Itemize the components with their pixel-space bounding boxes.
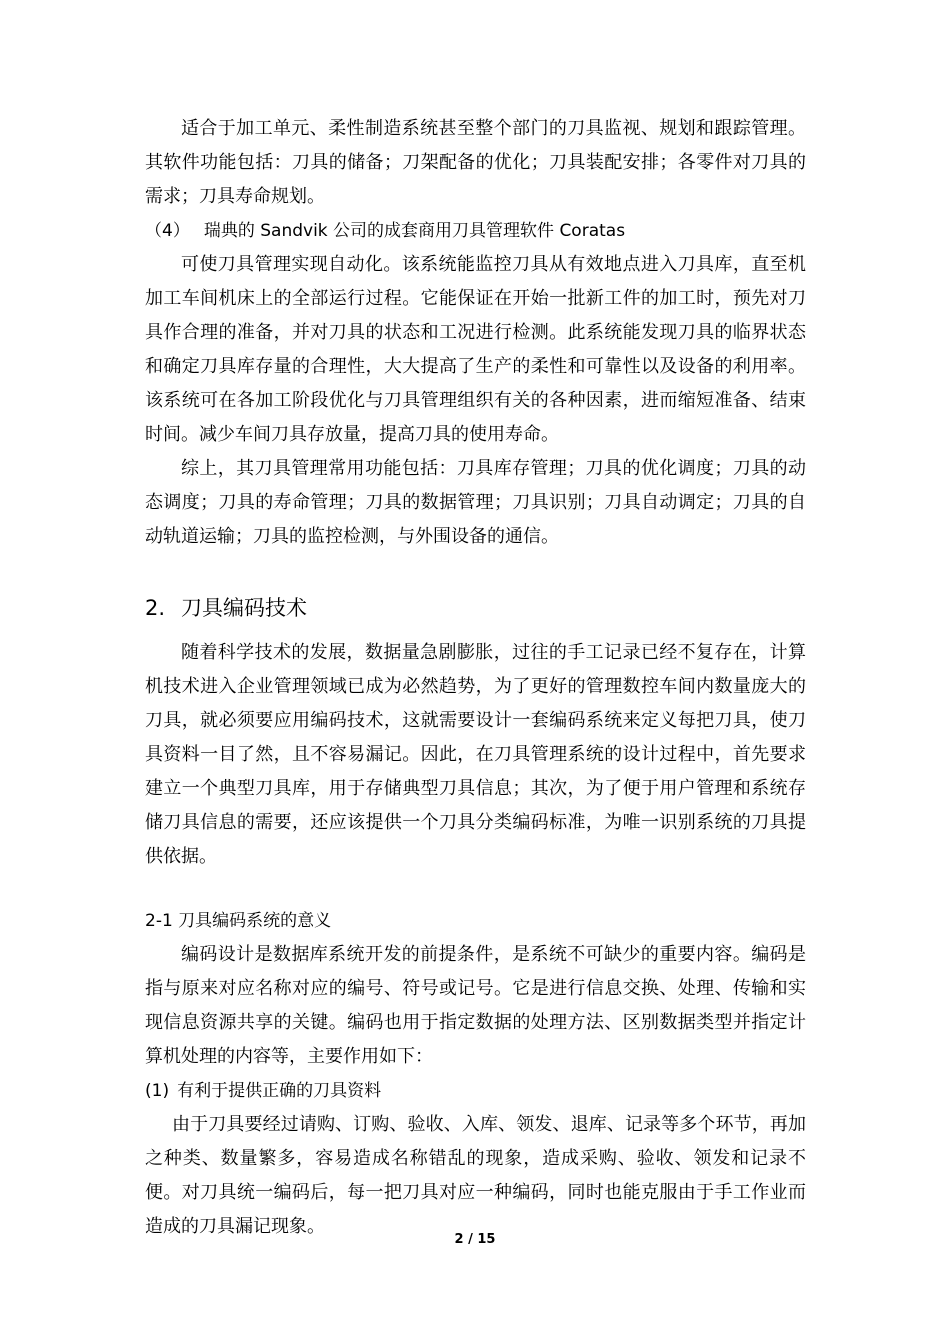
list-item-1-number: (1) (145, 1081, 170, 1101)
section-2-heading (145, 590, 806, 626)
paragraph-3: 综上，其刀具管理常用功能包括：刀具库存管理；刀具的优化调度；刀具的动态调度；刀具的寿命管理；刀具的数据管理；刀具识别；刀具自动调定；刀具的自动轨道运输；刀具的监控检测，与外围设备的通信。 (145, 458, 806, 547)
section-2-title: 刀具编码技术 (181, 596, 308, 620)
page-number: 2 / 15 (454, 1232, 496, 1247)
list-item-4-text: 瑞典的 Sandvik 公司的成套商用刀具管理软件 Coratas (203, 221, 626, 241)
paragraph-4: 随着科学技术的发展，数据量急剧膨胀，过往的手工记录已经不复存在，计算机技术进入企业管理领域已成为必然趋势，为了更好的管理数控车间内数量庞大的刀具，就必须要应用编码技术，这就需要设计一套编码系统来定义每把刀具，使刀具资料一目了然，且不容易漏记。因此，在刀具管理系统的设计过程中，首先要求建立一个典型刀具库，用于存储典型刀具信息；其次，为了便于用户管理和系统存储刀具信息的需要，还应该提供一个刀具分类编码标准，为唯一识别系统的刀具提供依据。 (145, 642, 806, 867)
subsection-2-1-heading: 2-1 刀具编码系统的意义 (145, 911, 332, 931)
section-2-number: 2. (145, 596, 166, 620)
list-item-1-text: 有利于提供正确的刀具资料 (177, 1081, 382, 1101)
page-content (145, 112, 806, 1244)
list-item-4 (145, 214, 806, 248)
paragraph-1: 适合于加工单元、柔性制造系统甚至整个部门的刀具监视、规划和跟踪管理。其软件功能包括：刀具的储备；刀架配备的优化；刀具装配安排；各零件对刀具的需求；刀具寿命规划。 (145, 118, 806, 207)
paragraph-6: 由于刀具要经过请购、订购、验收、入库、领发、退库、记录等多个环节，再加之种类、数量繁多，容易造成名称错乱的现象，造成采购、验收、领发和记录不便。对刀具统一编码后，每一把刀具对应一种编码，同时也能克服由于手工作业而造成的刀具漏记现象。 (145, 1114, 806, 1237)
list-item-1 (145, 1074, 806, 1108)
list-item-4-number: （4） (145, 221, 190, 241)
paragraph-2: 可使刀具管理实现自动化。该系统能监控刀具从有效地点进入刀具库，直至机加工车间机床上的全部运行过程。它能保证在开始一批新工件的加工时，预先对刀具作合理的准备，并对刀具的状态和工况进行检测。此系统能发现刀具的临界状态和确定刀具库存量的合理性，大大提高了生产的柔性和可靠性以及设备的利用率。该系统可在各加工阶段优化与刀具管理组织有关的各种因素，进而缩短准备、结束时间。减少车间刀具存放量，提高刀具的使用寿命。 (145, 254, 806, 445)
paragraph-5: 编码设计是数据库系统开发的前提条件，是系统不可缺少的重要内容。编码是指与原来对应名称对应的编号、符号或记号。它是进行信息交换、处理、传输和实现信息资源共享的关键。编码也用于指定数据的处理方法、区别数据类型并指定计算机处理的内容等，主要作用如下： (145, 944, 806, 1067)
